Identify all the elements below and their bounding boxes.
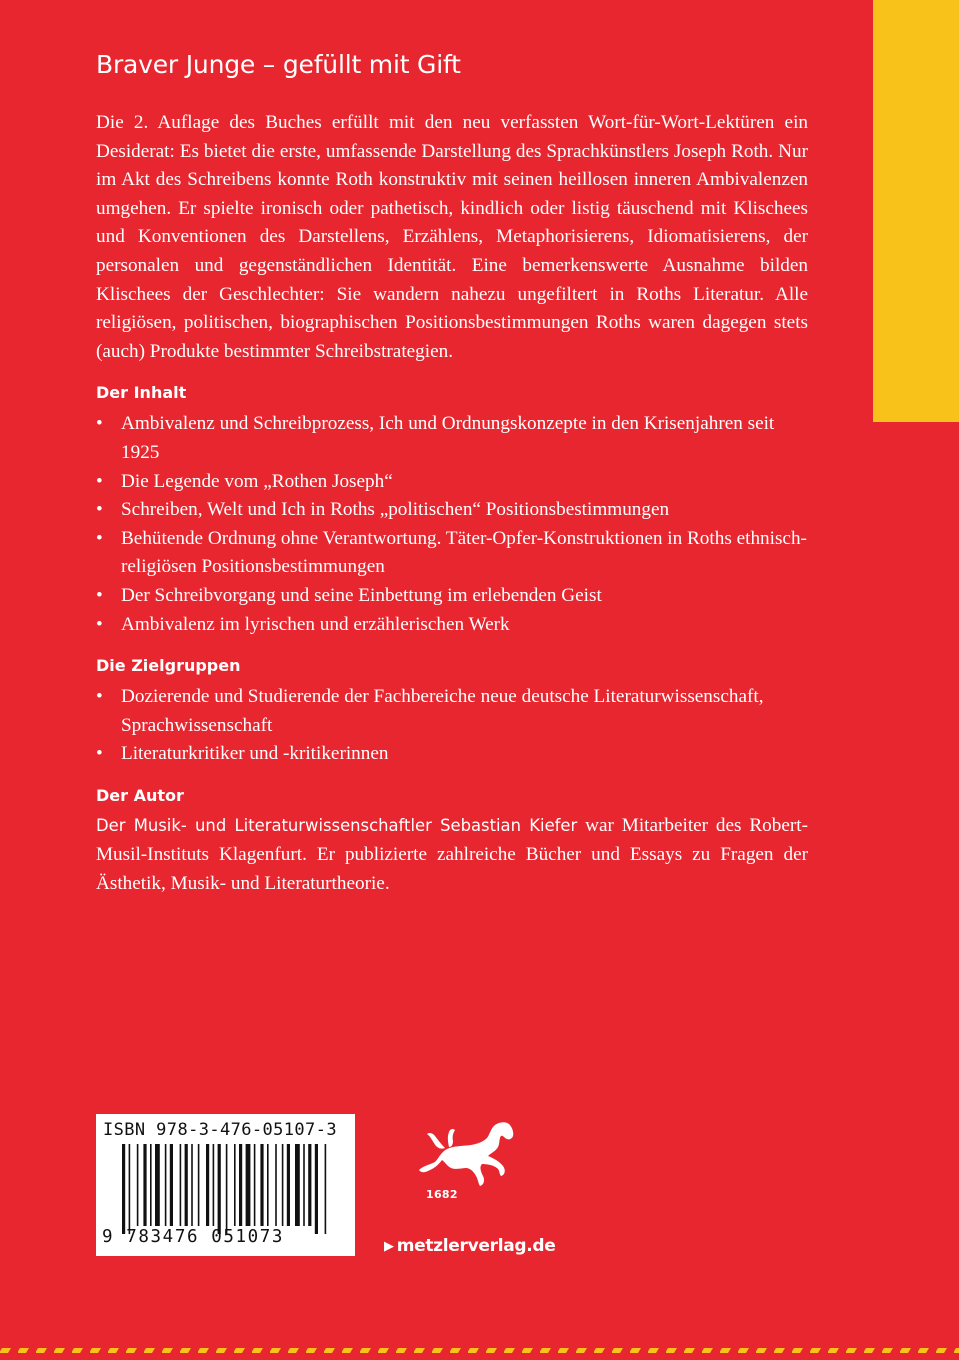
- barcode-digits: 9 783476 051073: [102, 1227, 285, 1247]
- section-heading-zielgruppen: Die Zielgruppen: [96, 656, 241, 676]
- list-item: • Literaturkritiker und -kritikerinnen: [96, 740, 808, 769]
- barcode-bar: [137, 1144, 139, 1226]
- barcode-bar: [129, 1144, 131, 1234]
- bullet-icon: •: [96, 499, 103, 521]
- author-bio: war Mitarbeiter des Robert-Musil-Instituts Klagenfurt. Er publizierte zahlreiche Bücher und Essays zu Fragen der Ästhetik, Musik- und Literaturtheorie.: [96, 814, 808, 894]
- barcode-bar: [198, 1144, 200, 1226]
- barcode-bar: [325, 1144, 327, 1234]
- list-item: • Schreiben, Welt und Ich in Roths „politischen“ Positionsbestimmungen: [96, 496, 808, 525]
- barcode-bar: [213, 1144, 215, 1226]
- barcode-bar: [191, 1144, 193, 1226]
- book-title: Braver Junge – gefüllt mit Gift: [96, 50, 461, 79]
- list-item: • Ambivalenz und Schreibprozess, Ich und Ordnungskonzepte in den Krisenjahren seit 1925: [96, 410, 808, 467]
- decorative-edge-strip: [0, 1344, 959, 1360]
- bullet-icon: •: [96, 613, 103, 635]
- inhalt-list: [96, 410, 808, 639]
- list-item: • Behütende Ordnung ohne Verantwortung. Täter-Opfer-Konstruktionen in Roths ethnisch-religiösen Positionsbestimmungen: [96, 525, 808, 582]
- logo-year: 1682: [426, 1188, 458, 1201]
- bullet-icon: •: [96, 743, 103, 765]
- publisher-url: metzlerverlag.de: [396, 1236, 556, 1256]
- bullet-icon: •: [96, 686, 103, 708]
- barcode-bar: [275, 1144, 277, 1226]
- barcode-bar: [315, 1144, 318, 1234]
- barcode-bar: [226, 1144, 228, 1234]
- barcode-bar: [150, 1144, 152, 1226]
- play-arrow-icon: ▶: [384, 1239, 394, 1254]
- barcode-bar: [267, 1144, 269, 1226]
- barcode-bar: [303, 1144, 305, 1226]
- author-paragraph: [96, 811, 808, 898]
- barcode-bar: [287, 1144, 290, 1226]
- barcode-bar: [234, 1144, 236, 1226]
- barcode-bar: [180, 1144, 182, 1226]
- barcode-bar: [308, 1144, 311, 1226]
- barcode-bar: [246, 1144, 251, 1226]
- barcode-bar: [206, 1144, 209, 1226]
- barcode-bar: [170, 1144, 173, 1226]
- list-item: • Der Schreibvorgang und seine Einbettung im erlebenden Geist: [96, 582, 808, 611]
- barcode-bar: [260, 1144, 263, 1226]
- barcode-bar: [295, 1144, 300, 1226]
- back-cover-text: [96, 109, 808, 898]
- author-name: Der Musik- und Literaturwissenschaftler Sebastian Kiefer: [96, 815, 578, 835]
- isbn-barcode: [96, 1114, 355, 1256]
- barcode-bar: [254, 1144, 256, 1226]
- horse-icon: [405, 1112, 525, 1190]
- barcode-bar: [155, 1144, 160, 1226]
- bullet-icon: •: [96, 413, 103, 435]
- barcode-bar: [218, 1144, 221, 1234]
- barcode-bar: [122, 1144, 125, 1234]
- bullet-icon: •: [96, 584, 103, 606]
- barcode-bar: [185, 1144, 188, 1226]
- list-item: • Ambivalenz im lyrischen und erzählerischen Werk: [96, 611, 808, 640]
- zielgruppen-list: [96, 683, 808, 769]
- isbn-label: ISBN 978-3-476-05107-3: [103, 1120, 337, 1140]
- publisher-link[interactable]: [384, 1236, 556, 1256]
- barcode-bar: [143, 1144, 146, 1226]
- barcode-bar: [239, 1144, 242, 1226]
- list-item: • Dozierende und Studierende der Fachbereiche neue deutsche Literaturwissenschaft, Sprachwissenschaft: [96, 683, 808, 740]
- bullet-icon: •: [96, 470, 103, 492]
- barcode-bar: [165, 1144, 167, 1226]
- barcode-bar: [282, 1144, 284, 1226]
- list-item: • Die Legende vom „Rothen Joseph“: [96, 468, 808, 497]
- intro-paragraph: Die 2. Auflage des Buches erfüllt mit den neu verfassten Wort-für-Wort-Lektüren ein Desiderat: Es bietet die erste, umfassende Darstellung des Sprachkünstlers Joseph Roth. Nur im Akt des Schreibens konnte Roth konstruktiv mit seinen heillosen inneren Ambivalenzen umgehen. Er spielte ironisch oder pathetisch, kindlich oder listig täuschend mit Klischees und Konventionen des Darstellens, Erzählens, Metaphorisierens, Idiomatisierens, der personalen und gegenständlichen Identität. Eine bemerkenswerte Ausnahme bilden Klischees der Geschlechter: Sie wandern nahezu ungefiltert in Roths Literatur. Alle religiösen, politischen, biographischen Positionsbestimmungen Roths waren dagegen stets (auch) Produkte bestimmter Schreibstrategien.: [96, 112, 808, 362]
- accent-band: [873, 0, 959, 422]
- section-heading-autor: Der Autor: [96, 785, 184, 805]
- bullet-icon: •: [96, 527, 103, 549]
- section-heading-inhalt: Der Inhalt: [96, 383, 187, 403]
